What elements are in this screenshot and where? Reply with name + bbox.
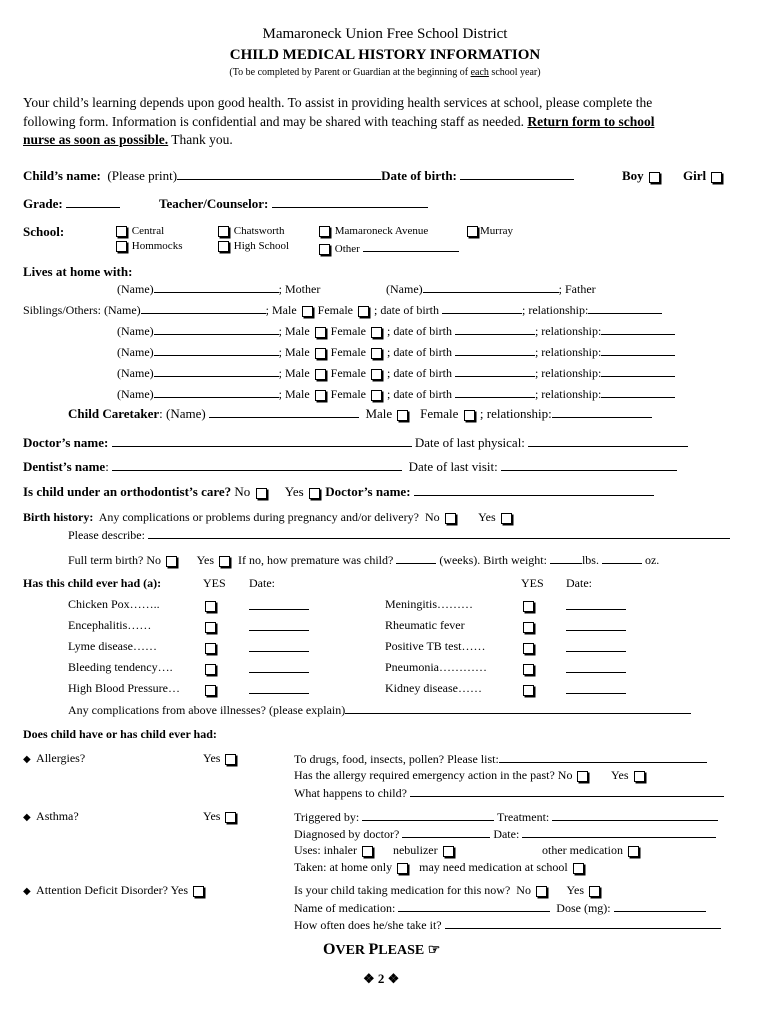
over-please: OVER PLEASE ☞: [323, 941, 441, 958]
boy-option[interactable]: Boy: [622, 169, 662, 183]
illness-checkbox[interactable]: [205, 664, 216, 675]
school-murray[interactable]: Murray: [465, 226, 513, 237]
illness-label: Has this child ever had (a):: [23, 576, 162, 590]
lives-at-home-label: Lives at home with:: [23, 264, 133, 279]
illness-date-field[interactable]: [249, 599, 309, 610]
birth-describe-row: Please describe:: [68, 528, 730, 541]
dob-field[interactable]: [460, 169, 574, 180]
illness-yes-header-2: YES: [521, 576, 544, 590]
illness-date-field[interactable]: [566, 641, 626, 652]
illness-blood-pressure: High Blood Pressure…: [68, 681, 180, 695]
diamond-icon: ❖: [387, 971, 400, 986]
asthma-yes[interactable]: Yes: [203, 810, 238, 823]
school-high-school[interactable]: High School: [216, 241, 289, 252]
fullterm-row: Full term birth? No Yes If no, how premature was child? (weeks). Birth weight: lbs. oz.: [68, 553, 660, 567]
asthma-label: ◆ Asthma?: [23, 809, 79, 823]
allergies-label: ◆ Allergies?: [23, 751, 86, 765]
asthma-uses-row: Uses: inhaler nebulizer: [294, 844, 456, 857]
illness-chicken-pox: Chicken Pox……..: [68, 597, 160, 611]
girl-option[interactable]: Girl: [683, 169, 724, 183]
orthodontist-row: Is child under an orthodontist’s care? No Yes Doctor’s name:: [23, 485, 654, 499]
conditions-label: Does child have or has child ever had:: [23, 727, 217, 741]
pointing-hand-icon: ☞: [427, 943, 441, 958]
asthma-other-med: other medication: [542, 844, 641, 857]
bullet-icon: ◆: [23, 754, 31, 765]
school-hommocks[interactable]: Hommocks: [114, 241, 182, 252]
district-name: Mamaroneck Union Free School District: [262, 26, 508, 42]
asthma-taken-row: Taken: at home only may need medication at school: [294, 861, 586, 874]
allergies-yes[interactable]: Yes: [203, 752, 238, 765]
intro-line-3: nurse as soon as possible. Thank you.: [23, 132, 233, 147]
illness-date-field[interactable]: [249, 683, 309, 694]
illness-tb: Positive TB test……: [385, 639, 486, 653]
allergy-list-row: To drugs, food, insects, pollen? Please list:: [294, 752, 707, 765]
sibling-row: (Name) ; Male Female ; date of birth ; relationship:: [117, 345, 675, 359]
illness-checkbox[interactable]: [205, 601, 216, 612]
illness-date-header-2: Date:: [566, 576, 592, 590]
illness-pneumonia: Pneumonia…………: [385, 660, 487, 674]
add-medication-row: Name of medication: Dose (mg):: [294, 901, 706, 914]
intro-line-2: following form. Information is confidential and may be shared with teaching staff as needed. Return form to school: [23, 114, 655, 129]
add-yes-checkbox[interactable]: [193, 886, 204, 897]
asthma-trigger-row: Triggered by: Treatment:: [294, 810, 718, 823]
complications-row: Any complications from above illnesses? (please explain): [68, 703, 691, 716]
sibling-row: (Name) ; Male Female ; date of birth ; relationship:: [117, 324, 675, 338]
grade-row: Grade:: [23, 197, 120, 210]
illness-checkbox[interactable]: [205, 643, 216, 654]
illness-checkbox[interactable]: [523, 643, 534, 654]
doctor-row: Doctor’s name: Date of last physical:: [23, 436, 688, 449]
add-label: ◆ Attention Deficit Disorder? Yes: [23, 884, 206, 897]
add-taking-row: Is your child taking medication for this now? No Yes: [294, 884, 602, 897]
illness-date-field[interactable]: [566, 599, 626, 610]
illness-date-field[interactable]: [249, 620, 309, 631]
form-title: CHILD MEDICAL HISTORY INFORMATION: [229, 47, 541, 63]
intro-line-1: Your child’s learning depends upon good health. To assist in providing health services at school, please complete the: [23, 95, 653, 110]
illness-date-field[interactable]: [566, 620, 626, 631]
boy-checkbox[interactable]: [649, 172, 660, 183]
father-row: (Name) ; Father: [386, 282, 596, 296]
bullet-icon: ◆: [23, 886, 31, 897]
school-chatsworth[interactable]: Chatsworth: [216, 226, 284, 237]
illness-date-header: Date:: [249, 576, 275, 590]
illness-date-field[interactable]: [566, 683, 626, 694]
grade-field[interactable]: [66, 197, 120, 208]
illness-checkbox[interactable]: [205, 622, 216, 633]
girl-checkbox[interactable]: [711, 172, 722, 183]
form-subtitle: (To be completed by Parent or Guardian at the beginning of each school year): [229, 67, 541, 78]
school-mamaroneck-avenue[interactable]: Mamaroneck Avenue: [317, 226, 428, 237]
allergy-emergency-row: Has the allergy required emergency action in the past? No Yes: [294, 769, 647, 782]
illness-date-field[interactable]: [249, 641, 309, 652]
birth-history-row: Birth history: Any complications or problems during pregnancy and/or delivery? No Yes: [23, 511, 514, 524]
child-name-row: Child’s name: (Please print) Date of birth:: [23, 169, 574, 182]
mother-row: (Name) ; Mother: [117, 282, 321, 296]
bullet-icon: ◆: [23, 812, 31, 823]
illness-checkbox[interactable]: [523, 685, 534, 696]
illness-rheumatic: Rheumatic fever: [385, 618, 465, 632]
illness-checkbox[interactable]: [523, 664, 534, 675]
illness-encephalitis: Encephalitis……: [68, 618, 152, 632]
sibling-row: (Name) ; Male Female ; date of birth ; relationship:: [117, 387, 675, 401]
teacher-row: Teacher/Counselor:: [159, 197, 428, 210]
sibling-row: Siblings/Others: (Name) ; Male Female ; date of birth ; relationship:: [23, 303, 662, 317]
school-central[interactable]: Central: [114, 226, 164, 237]
asthma-diagnosed-row: Diagnosed by doctor? Date:: [294, 827, 716, 840]
add-how-often-row: How often does he/she take it?: [294, 918, 721, 931]
sibling-row: (Name) ; Male Female ; date of birth ; relationship:: [117, 366, 675, 380]
school-other[interactable]: Other: [317, 241, 459, 255]
caretaker-row: Child Caretaker: (Name) Male Female ; relationship:: [68, 407, 652, 421]
illness-date-field[interactable]: [566, 662, 626, 673]
illness-date-field[interactable]: [249, 662, 309, 673]
dentist-row: Dentist’s name: Date of last visit:: [23, 460, 677, 473]
page-number: ❖ 2 ❖: [363, 971, 400, 986]
school-label: School:: [23, 224, 65, 239]
diamond-icon: ❖: [363, 971, 375, 986]
allergy-what-row: What happens to child?: [294, 786, 724, 799]
illness-checkbox[interactable]: [205, 685, 216, 696]
illness-checkbox[interactable]: [523, 622, 534, 633]
illness-checkbox[interactable]: [523, 601, 534, 612]
illness-meningitis: Meningitis………: [385, 597, 474, 611]
child-name-field[interactable]: [177, 169, 381, 180]
illness-kidney: Kidney disease……: [385, 681, 482, 695]
teacher-field[interactable]: [272, 197, 428, 208]
illness-bleeding: Bleeding tendency….: [68, 660, 173, 674]
illness-yes-header: YES: [203, 576, 226, 590]
illness-lyme: Lyme disease……: [68, 639, 157, 653]
